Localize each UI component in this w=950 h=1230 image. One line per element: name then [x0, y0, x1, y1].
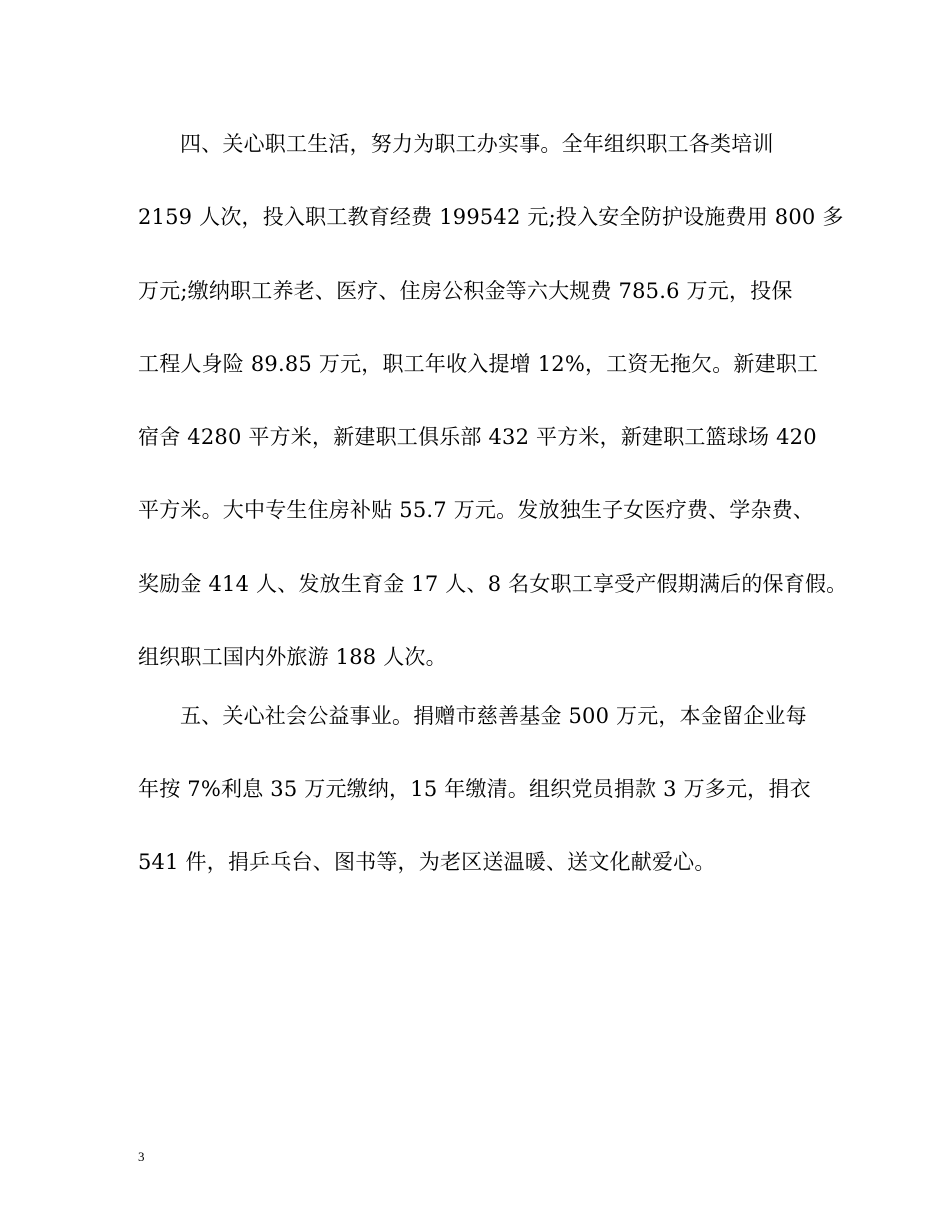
paragraph-4-line-2: 2159 人次，投入职工教育经费 199542 元;投入安全防护设施费用 800 多 — [138, 205, 844, 229]
paragraph-4-line-7: 奖励金 414 人、发放生育金 17 人、8 名女职工享受产假期满后的保育假。 — [138, 572, 848, 596]
paragraph-5-line-1: 五、关心社会公益事业。捐赠市慈善基金 500 万元，本金留企业每 — [180, 704, 807, 728]
paragraph-4-line-4: 工程人身险 89.85 万元，职工年收入提增 12%，工资无拖欠。新建职工 — [138, 352, 819, 376]
page-number: 3 — [138, 1149, 145, 1164]
paragraph-4-line-8: 组织职工国内外旅游 188 人次。 — [138, 645, 447, 669]
paragraph-5-line-2: 年按 7%利息 35 万元缴纳，15 年缴清。组织党员捐款 3 万多元，捐衣 — [138, 777, 811, 801]
paragraph-4-line-3: 万元;缴纳职工养老、医疗、住房公积金等六大规费 785.6 万元，投保 — [138, 279, 793, 303]
paragraph-4-line-5: 宿舍 4280 平方米，新建职工俱乐部 432 平方米，新建职工篮球场 420 — [138, 425, 817, 449]
paragraph-4-line-1: 四、关心职工生活，努力为职工办实事。全年组织职工各类培训 — [180, 132, 774, 156]
paragraph-4-line-6: 平方米。大中专生住房补贴 55.7 万元。发放独生子女医疗费、学杂费、 — [138, 498, 815, 522]
paragraph-5-line-3: 541 件，捐乒乓台、图书等，为老区送温暖、送文化献爱心。 — [138, 850, 716, 874]
